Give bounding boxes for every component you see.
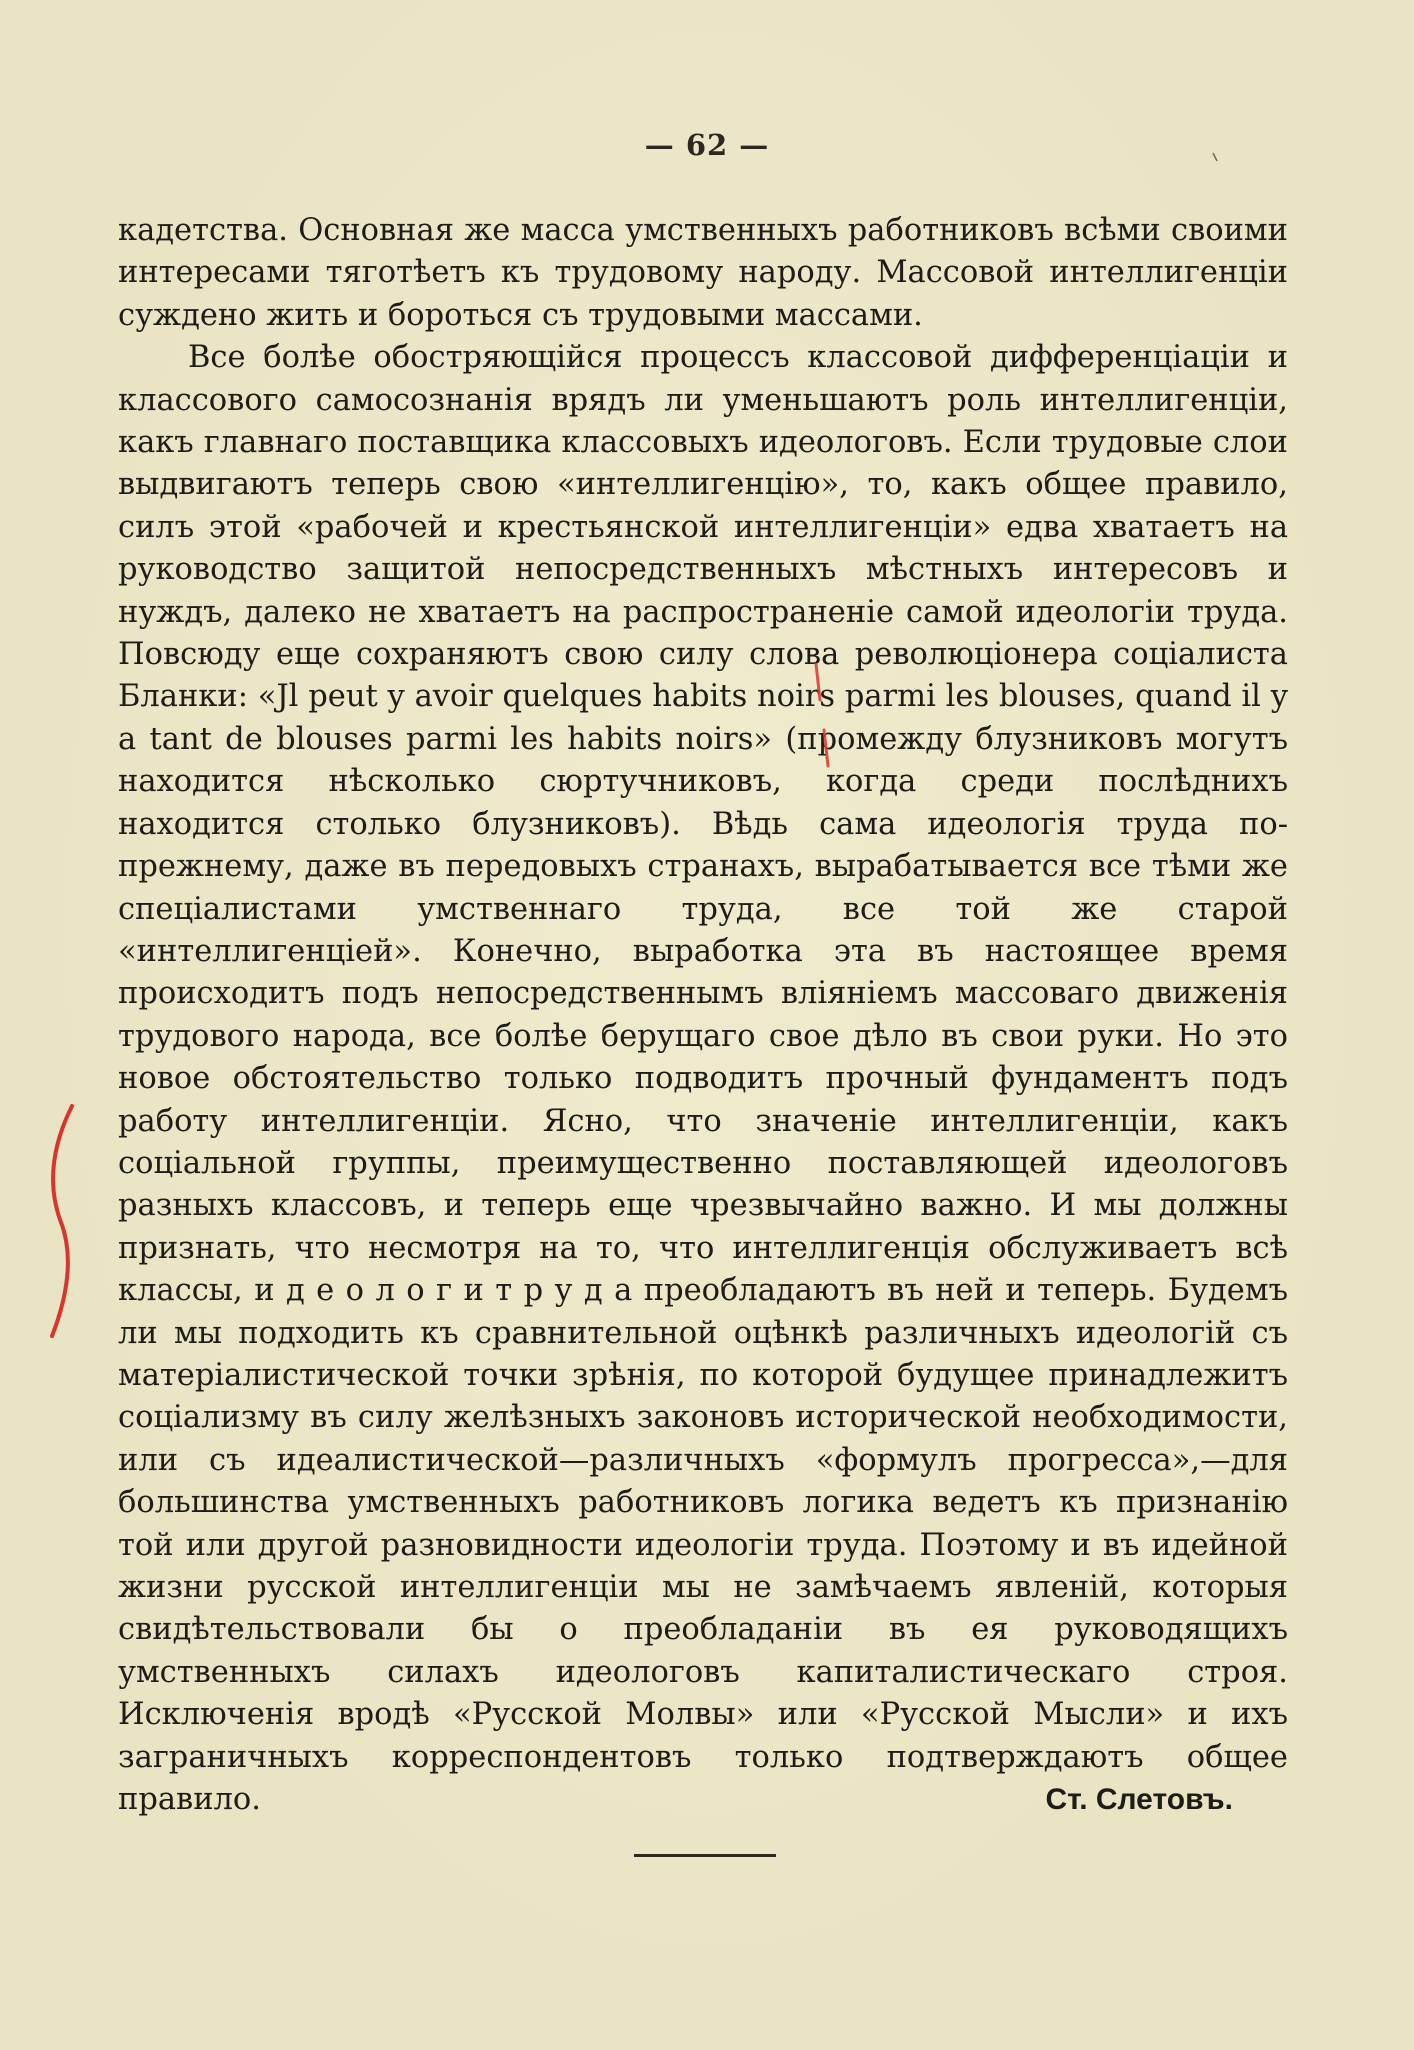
- text-line: вило, силъ этой «рабочей и крестьянской интеллигенціи» едва хва: [118, 467, 1288, 545]
- text-line: болѣе берущаго свое дѣло въ свои руки. Но это новое обстоятель: [118, 1018, 1288, 1097]
- text-line: средственнымъ вліяніемъ массоваго движенія трудового народа, все: [118, 976, 1288, 1054]
- text-line: могутъ находится нѣсколько сюртучниковъ, когда среди послѣднихъ: [118, 721, 1288, 800]
- text-line: интересами тяготѣетъ къ трудовому народу. Массовой интеллигенціи: [118, 255, 1288, 291]
- text-line: quand il y a tant de blouses parmi les habits noirs» (промежду блузниковъ: [118, 679, 1288, 757]
- text-line: не замѣчаемъ явленій, которыя свидѣтельствовали бы о преобладаніи: [118, 1570, 1288, 1648]
- author-signature: Ст. Слетовъ.: [1045, 1783, 1233, 1816]
- text-line: какъ главнаго поставщика классовыхъ идеологовъ. Если трудовые: [118, 425, 1213, 461]
- text-line: интеллигенція обслуживаетъ всѣ классы, и д е о л о г и т р у д а преоб: [118, 1230, 1288, 1309]
- text-line: ныхъ «формулъ прогресса»,—для большинства умственныхъ работни: [118, 1442, 1288, 1521]
- text-line: совъ и нуждъ, далеко не хватаетъ на распространеніе самой идеологіи: [118, 552, 1288, 630]
- text-line: которой будущее принадлежитъ соціализму въ силу желѣзныхъ зако: [118, 1357, 1288, 1436]
- text-line: въ ея руководящихъ умственныхъ силахъ идеологовъ капиталистиче: [118, 1612, 1289, 1690]
- paragraph-main: [118, 337, 1288, 1821]
- text-line: находится столько блузниковъ). Вѣдь сама идеологія труда по преж: [118, 806, 1288, 885]
- paragraph-continuation: [118, 210, 1288, 337]
- end-divider: [634, 1854, 776, 1857]
- text-line: Конечно, выработка эта въ настоящее время происходитъ подъ непо: [118, 933, 1288, 1012]
- text-line: оцѣнкѣ различныхъ идеологій съ матеріалистической точки зрѣнія, по: [118, 1315, 1288, 1393]
- text-line: новъ исторической необходимости, или съ идеалистической—различ: [118, 1400, 1288, 1478]
- text-line: слои выдвигаютъ теперь свою «интеллигенцію», то, какъ общее пра: [118, 425, 1288, 503]
- text-line: ковъ логика ведетъ къ признанію той или другой разновидности идео: [118, 1485, 1288, 1563]
- text-line: суждено жить и бороться съ трудовыми массами.: [118, 297, 923, 333]
- text-line: ціалиста Бланки: «Jl peut y avoir quelques habits noirs parmi les blouses,: [118, 637, 1288, 715]
- text-line: труда. Повсюду еще сохраняютъ свою силу слова революціонера со: [118, 594, 1288, 673]
- page-number: — 62 —: [644, 128, 770, 162]
- text-line: чрезвычайно важно. И мы должны признать, что несмотря на то, что: [118, 1188, 1288, 1266]
- text-line: логіи труда. Поэтому и въ идейной жизни русской интеллигенціи мы: [118, 1527, 1289, 1605]
- text-line: ціалистами умственнаго труда, все той же старой «интеллигенціей».: [118, 891, 1288, 969]
- text-line: ціи. Ясно, что значеніе интеллигенціи, какъ соціальной группы, преиму: [118, 1103, 1289, 1181]
- text-line: Все болѣе обостряющійся процессъ классовой дифференціаціи и: [188, 340, 1288, 376]
- red-pencil-tick-mark: [810, 660, 834, 770]
- text-line: ли» и ихъ заграничныхъ корреспондентовъ только подтверждаютъ об: [118, 1697, 1288, 1775]
- margin-speck-mark: [1212, 152, 1218, 162]
- article-text: [118, 210, 1288, 1821]
- red-pencil-bracket-mark: [44, 1100, 84, 1340]
- text-line: классового самосознанія врядъ ли уменьшаютъ роль интеллигенціи,: [118, 382, 1288, 418]
- text-line: скаго строя. Исключенія вродѣ «Русской Молвы» или «Русской Мыс: [118, 1654, 1288, 1733]
- text-line: ладаютъ въ ней и теперь. Будемъ ли мы подходить къ сравнительной: [118, 1273, 1288, 1351]
- text-line: кадетства. Основная же масса умственныхъ работниковъ всѣми своими: [118, 213, 1288, 248]
- text-line: щественно поставляющей идеологовъ разныхъ классовъ, и теперь еще: [118, 1145, 1288, 1224]
- text-line: ство только подводитъ прочный фундаментъ подъ работу интеллиген: [118, 1061, 1288, 1139]
- text-line: нему, даже въ передовыхъ странахъ, вырабатывается все тѣми же спе: [118, 849, 1288, 927]
- text-line: щее правило.: [118, 1739, 1288, 1818]
- text-line: таетъ на руководство защитой непосредственныхъ мѣстныхъ интере: [118, 509, 1289, 588]
